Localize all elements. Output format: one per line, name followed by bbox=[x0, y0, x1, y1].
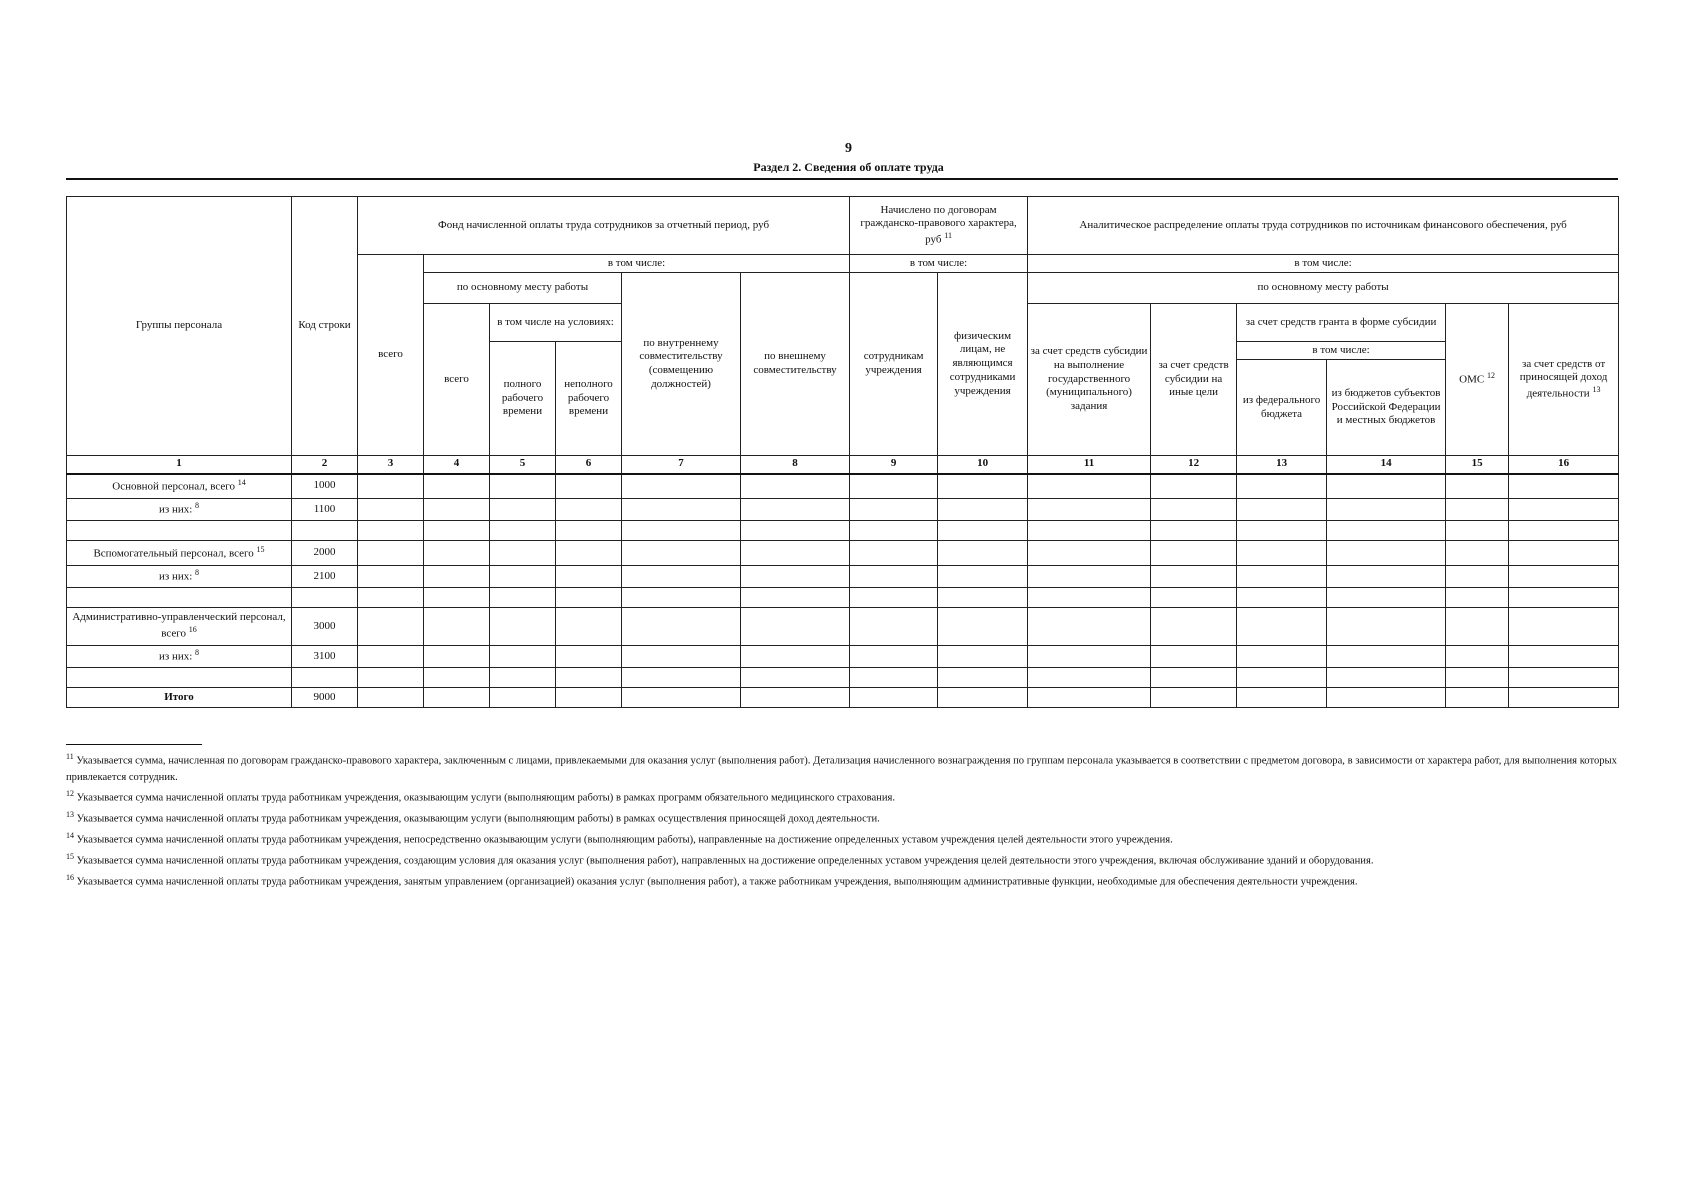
data-cell[interactable] bbox=[1509, 499, 1619, 521]
data-cell[interactable] bbox=[1509, 646, 1619, 668]
data-cell[interactable] bbox=[622, 646, 741, 668]
data-cell[interactable] bbox=[1509, 566, 1619, 588]
data-cell[interactable] bbox=[850, 566, 938, 588]
data-cell[interactable] bbox=[1327, 566, 1446, 588]
data-cell[interactable] bbox=[1509, 474, 1619, 499]
column-number: 10 bbox=[938, 456, 1028, 474]
data-cell[interactable] bbox=[490, 608, 556, 646]
data-cell[interactable] bbox=[741, 688, 850, 708]
data-cell[interactable] bbox=[1237, 668, 1327, 688]
data-cell[interactable] bbox=[358, 668, 424, 688]
column-number: 2 bbox=[292, 456, 358, 474]
data-cell[interactable] bbox=[938, 499, 1028, 521]
header-internal: по внутреннему совместительству (совмещению должностей) bbox=[622, 273, 741, 456]
footnote: $^{14}$ Указывается сумма начисленной оплаты труда работникам учреждения, непосредственно оказывающим услуги (выполняющим работы), направленные на достижение определенных уставом учреждения целей деятельности этого учреждения. bbox=[66, 831, 1173, 846]
column-number: 3 bbox=[358, 456, 424, 474]
data-cell[interactable] bbox=[490, 688, 556, 708]
table-row bbox=[67, 608, 1619, 646]
data-cell[interactable] bbox=[1327, 541, 1446, 566]
column-number: 5 bbox=[490, 456, 556, 474]
section-title: Раздел 2. Сведения об оплате труда bbox=[753, 160, 944, 174]
header-full-time: полного рабочего времени bbox=[490, 342, 556, 456]
header-main-place: по основному месту работы bbox=[424, 273, 622, 304]
column-number: 6 bbox=[556, 456, 622, 474]
data-cell[interactable] bbox=[1446, 588, 1509, 608]
data-cell[interactable] bbox=[622, 541, 741, 566]
header-external: по внешнему совместительству bbox=[741, 273, 850, 456]
data-cell[interactable] bbox=[358, 646, 424, 668]
row-code bbox=[292, 521, 358, 541]
data-cell[interactable] bbox=[622, 608, 741, 646]
data-cell[interactable] bbox=[490, 474, 556, 499]
data-cell[interactable] bbox=[1151, 521, 1237, 541]
data-cell[interactable] bbox=[1446, 608, 1509, 646]
header-individuals: физическим лицам, не являющимся сотрудниками учреждения bbox=[938, 273, 1028, 456]
data-cell[interactable] bbox=[1446, 646, 1509, 668]
title-rule bbox=[66, 178, 1618, 180]
header-federal: из федерального бюджета bbox=[1237, 360, 1327, 456]
data-cell[interactable] bbox=[850, 521, 938, 541]
data-cell[interactable] bbox=[938, 608, 1028, 646]
column-number: 7 bbox=[622, 456, 741, 474]
data-cell[interactable] bbox=[556, 566, 622, 588]
table-row bbox=[67, 646, 1619, 668]
data-cell[interactable] bbox=[741, 566, 850, 588]
total-row bbox=[67, 688, 1619, 708]
data-cell[interactable] bbox=[1028, 499, 1151, 521]
table-row bbox=[67, 588, 1619, 608]
data-cell[interactable] bbox=[1028, 474, 1151, 499]
data-cell[interactable] bbox=[358, 588, 424, 608]
data-cell[interactable] bbox=[1509, 668, 1619, 688]
data-cell[interactable] bbox=[490, 668, 556, 688]
data-cell[interactable] bbox=[1151, 588, 1237, 608]
footnote: $^{15}$ Указывается сумма начисленной оплаты труда работникам учреждения, создающим условия для оказания услуг (выполнения работ), направленных на достижение определенных уставом учреждения целей деятельности этого учреждения, включая обслуживание зданий и оборудования. bbox=[66, 852, 1374, 867]
footnote: $^{13}$ Указывается сумма начисленной оплаты труда работникам учреждения, оказывающим услуги (выполняющим работы) в рамках осуществления приносящей доход деятельности. bbox=[66, 810, 880, 825]
header-grant-incl: в том числе: bbox=[1237, 342, 1446, 360]
data-cell[interactable] bbox=[938, 521, 1028, 541]
header-incl-analytic: в том числе: bbox=[1028, 255, 1619, 273]
data-cell[interactable] bbox=[490, 541, 556, 566]
table-row bbox=[67, 566, 1619, 588]
table-row bbox=[67, 521, 1619, 541]
data-cell[interactable] bbox=[424, 588, 490, 608]
column-number: 15 bbox=[1446, 456, 1509, 474]
data-cell[interactable] bbox=[556, 688, 622, 708]
data-cell[interactable] bbox=[1237, 688, 1327, 708]
column-number: 13 bbox=[1237, 456, 1327, 474]
data-cell[interactable] bbox=[1151, 646, 1237, 668]
data-cell[interactable] bbox=[938, 646, 1028, 668]
data-cell[interactable] bbox=[741, 668, 850, 688]
header-code: Код строки bbox=[292, 197, 358, 456]
data-cell[interactable] bbox=[424, 566, 490, 588]
data-cell[interactable] bbox=[358, 566, 424, 588]
data-cell[interactable] bbox=[741, 499, 850, 521]
data-cell[interactable] bbox=[490, 566, 556, 588]
data-cell[interactable] bbox=[358, 474, 424, 499]
data-cell[interactable] bbox=[424, 541, 490, 566]
data-cell[interactable] bbox=[358, 608, 424, 646]
header-total: всего bbox=[358, 255, 424, 456]
data-cell[interactable] bbox=[424, 646, 490, 668]
data-cell[interactable] bbox=[556, 499, 622, 521]
data-cell[interactable] bbox=[1028, 646, 1151, 668]
data-cell[interactable] bbox=[1446, 668, 1509, 688]
data-cell[interactable] bbox=[556, 608, 622, 646]
row-label: Основной персонал, всего $^{14}$ bbox=[67, 474, 292, 499]
column-number: 14 bbox=[1327, 456, 1446, 474]
data-cell[interactable] bbox=[850, 668, 938, 688]
data-cell[interactable] bbox=[1028, 541, 1151, 566]
row-code: 2100 bbox=[292, 566, 358, 588]
column-number: 11 bbox=[1028, 456, 1151, 474]
page-number: 9 bbox=[845, 141, 852, 156]
data-cell[interactable] bbox=[1327, 688, 1446, 708]
data-cell[interactable] bbox=[1237, 499, 1327, 521]
header-incl-civil: в том числе: bbox=[850, 255, 1028, 273]
wage-table bbox=[66, 196, 1619, 708]
footnotes bbox=[66, 751, 1618, 893]
data-cell[interactable] bbox=[1151, 688, 1237, 708]
data-cell[interactable] bbox=[850, 474, 938, 499]
row-code: 3100 bbox=[292, 646, 358, 668]
data-cell[interactable] bbox=[850, 646, 938, 668]
data-cell[interactable] bbox=[1509, 541, 1619, 566]
row-label bbox=[67, 521, 292, 541]
data-cell[interactable] bbox=[1028, 608, 1151, 646]
data-cell[interactable] bbox=[850, 541, 938, 566]
footnote-rule bbox=[66, 744, 202, 745]
data-cell[interactable] bbox=[358, 688, 424, 708]
footnote: $^{12}$ Указывается сумма начисленной оплаты труда работникам учреждения, оказывающим услуги (выполняющим работы) в рамках программ обязательного медицинского страхования. bbox=[66, 789, 896, 804]
data-cell[interactable] bbox=[556, 541, 622, 566]
data-cell[interactable] bbox=[1327, 588, 1446, 608]
row-label: Административно-управленческий персонал, всего $^{16}$ bbox=[67, 608, 292, 646]
data-cell[interactable] bbox=[938, 588, 1028, 608]
header-regional: из бюджетов субъектов Российской Федерации и местных бюджетов bbox=[1327, 360, 1446, 456]
data-cell[interactable] bbox=[358, 541, 424, 566]
data-cell[interactable] bbox=[1509, 608, 1619, 646]
data-cell[interactable] bbox=[1237, 566, 1327, 588]
data-cell[interactable] bbox=[741, 521, 850, 541]
row-code: 2000 bbox=[292, 541, 358, 566]
data-cell[interactable] bbox=[424, 608, 490, 646]
header-part-time: неполного рабочего времени bbox=[556, 342, 622, 456]
data-cell[interactable] bbox=[622, 688, 741, 708]
data-cell[interactable] bbox=[424, 499, 490, 521]
row-label: из них: $^8$ bbox=[67, 566, 292, 588]
data-cell[interactable] bbox=[1151, 474, 1237, 499]
header-fund: Фонд начисленной оплаты труда сотрудников за отчетный период, руб bbox=[358, 197, 850, 255]
footnote: $^{16}$ Указывается сумма начисленной оплаты труда работникам учреждения, занятым управлением (организацией) оказания услуг (выполнения работ), а также работникам учреждения, выполняющим административные функции, необходимые для обеспечения деятельности учреждения. bbox=[66, 873, 1358, 888]
data-cell[interactable] bbox=[490, 521, 556, 541]
header-civil: Начислено по договорам гражданско-правового характера, руб $^{11}$ bbox=[850, 197, 1028, 255]
data-cell[interactable] bbox=[358, 521, 424, 541]
data-cell[interactable] bbox=[1446, 521, 1509, 541]
data-cell[interactable] bbox=[938, 541, 1028, 566]
data-cell[interactable] bbox=[1327, 499, 1446, 521]
header-analytic: Аналитическое распределение оплаты труда сотрудников по источникам финансового обеспечения, руб bbox=[1028, 197, 1619, 255]
data-cell[interactable] bbox=[741, 588, 850, 608]
header-subsidy-other: за счет средств субсидии на иные цели bbox=[1151, 304, 1237, 456]
data-cell[interactable] bbox=[1509, 521, 1619, 541]
data-cell[interactable] bbox=[1237, 474, 1327, 499]
header-incl-fund: в том числе: bbox=[424, 255, 850, 273]
data-cell[interactable] bbox=[850, 688, 938, 708]
data-cell[interactable] bbox=[938, 566, 1028, 588]
header-income: за счет средств от приносящей доход деятельности $^{13}$ bbox=[1509, 304, 1619, 456]
data-cell[interactable] bbox=[490, 499, 556, 521]
data-cell[interactable] bbox=[556, 474, 622, 499]
row-label bbox=[67, 668, 292, 688]
data-cell[interactable] bbox=[622, 566, 741, 588]
data-cell[interactable] bbox=[556, 521, 622, 541]
header-grant: за счет средств гранта в форме субсидии bbox=[1237, 304, 1446, 342]
data-cell[interactable] bbox=[1028, 566, 1151, 588]
header-incl-conditions: в том числе на условиях: bbox=[490, 304, 622, 342]
header-employees: сотрудникам учреждения bbox=[850, 273, 938, 456]
data-cell[interactable] bbox=[1446, 566, 1509, 588]
column-number: 9 bbox=[850, 456, 938, 474]
data-cell[interactable] bbox=[1327, 521, 1446, 541]
data-cell[interactable] bbox=[741, 541, 850, 566]
data-cell[interactable] bbox=[938, 668, 1028, 688]
header-total-main: всего bbox=[424, 304, 490, 456]
data-cell[interactable] bbox=[622, 521, 741, 541]
data-cell[interactable] bbox=[938, 688, 1028, 708]
row-code: 1000 bbox=[292, 474, 358, 499]
data-cell[interactable] bbox=[1327, 474, 1446, 499]
data-cell[interactable] bbox=[424, 521, 490, 541]
row-code: 3000 bbox=[292, 608, 358, 646]
column-number: 4 bbox=[424, 456, 490, 474]
data-cell[interactable] bbox=[490, 646, 556, 668]
data-cell[interactable] bbox=[1151, 608, 1237, 646]
data-cell[interactable] bbox=[741, 646, 850, 668]
data-cell[interactable] bbox=[741, 608, 850, 646]
data-cell[interactable] bbox=[1028, 668, 1151, 688]
row-label: из них: $^8$ bbox=[67, 646, 292, 668]
data-cell[interactable] bbox=[622, 668, 741, 688]
data-cell[interactable] bbox=[1237, 608, 1327, 646]
data-cell[interactable] bbox=[1509, 588, 1619, 608]
row-code bbox=[292, 588, 358, 608]
row-label: из них: $^8$ bbox=[67, 499, 292, 521]
data-cell[interactable] bbox=[1237, 646, 1327, 668]
column-number: 12 bbox=[1151, 456, 1237, 474]
data-cell[interactable] bbox=[1446, 541, 1509, 566]
table-row bbox=[67, 668, 1619, 688]
data-cell[interactable] bbox=[622, 588, 741, 608]
data-cell[interactable] bbox=[850, 608, 938, 646]
data-cell[interactable] bbox=[556, 668, 622, 688]
data-cell[interactable] bbox=[1028, 588, 1151, 608]
data-cell[interactable] bbox=[1151, 541, 1237, 566]
data-cell[interactable] bbox=[424, 474, 490, 499]
data-cell[interactable] bbox=[1151, 668, 1237, 688]
total-code: 9000 bbox=[292, 688, 358, 708]
data-cell[interactable] bbox=[1327, 608, 1446, 646]
data-cell[interactable] bbox=[1151, 499, 1237, 521]
header-oms: ОМС $^{12}$ bbox=[1446, 304, 1509, 456]
column-number: 1 bbox=[67, 456, 292, 474]
data-cell[interactable] bbox=[622, 499, 741, 521]
data-cell[interactable] bbox=[358, 499, 424, 521]
data-cell[interactable] bbox=[1327, 646, 1446, 668]
data-cell[interactable] bbox=[1446, 474, 1509, 499]
data-cell[interactable] bbox=[850, 588, 938, 608]
column-number: 16 bbox=[1509, 456, 1619, 474]
row-label: Вспомогательный персонал, всего $^{15}$ bbox=[67, 541, 292, 566]
table-row bbox=[67, 499, 1619, 521]
data-cell[interactable] bbox=[1446, 688, 1509, 708]
data-cell[interactable] bbox=[1237, 541, 1327, 566]
data-cell[interactable] bbox=[1237, 521, 1327, 541]
data-cell[interactable] bbox=[850, 499, 938, 521]
data-cell[interactable] bbox=[556, 646, 622, 668]
header-groups: Группы персонала bbox=[67, 197, 292, 456]
footnote: $^{11}$ Указывается сумма, начисленная по договорам гражданско-правового характера, заключенным с лицами, привлекаемыми для оказания услуг (выполнения работ). Детализация начисленного вознаграждения по группам персонала указывается в соответствии с предметом договора, в зависимости от характера работ, для выполнения которых привлекается сотрудник. bbox=[66, 752, 1617, 783]
row-label bbox=[67, 588, 292, 608]
data-cell[interactable] bbox=[622, 474, 741, 499]
table-row bbox=[67, 541, 1619, 566]
row-code: 1100 bbox=[292, 499, 358, 521]
data-cell[interactable] bbox=[938, 474, 1028, 499]
data-cell[interactable] bbox=[1028, 688, 1151, 708]
data-cell[interactable] bbox=[1509, 688, 1619, 708]
data-cell[interactable] bbox=[424, 688, 490, 708]
column-number: 8 bbox=[741, 456, 850, 474]
data-cell[interactable] bbox=[1446, 499, 1509, 521]
row-code bbox=[292, 668, 358, 688]
table-row bbox=[67, 474, 1619, 499]
data-cell[interactable] bbox=[1028, 521, 1151, 541]
total-label: Итого bbox=[67, 688, 292, 708]
header-subsidy-state: за счет средств субсидии на выполнение государственного (муниципального) задания bbox=[1028, 304, 1151, 456]
data-cell[interactable] bbox=[424, 668, 490, 688]
data-cell[interactable] bbox=[1237, 588, 1327, 608]
data-cell[interactable] bbox=[1151, 566, 1237, 588]
header-main-place-analytic: по основному месту работы bbox=[1028, 273, 1619, 304]
data-cell[interactable] bbox=[556, 588, 622, 608]
data-cell[interactable] bbox=[1327, 668, 1446, 688]
data-cell[interactable] bbox=[741, 474, 850, 499]
data-cell[interactable] bbox=[490, 588, 556, 608]
